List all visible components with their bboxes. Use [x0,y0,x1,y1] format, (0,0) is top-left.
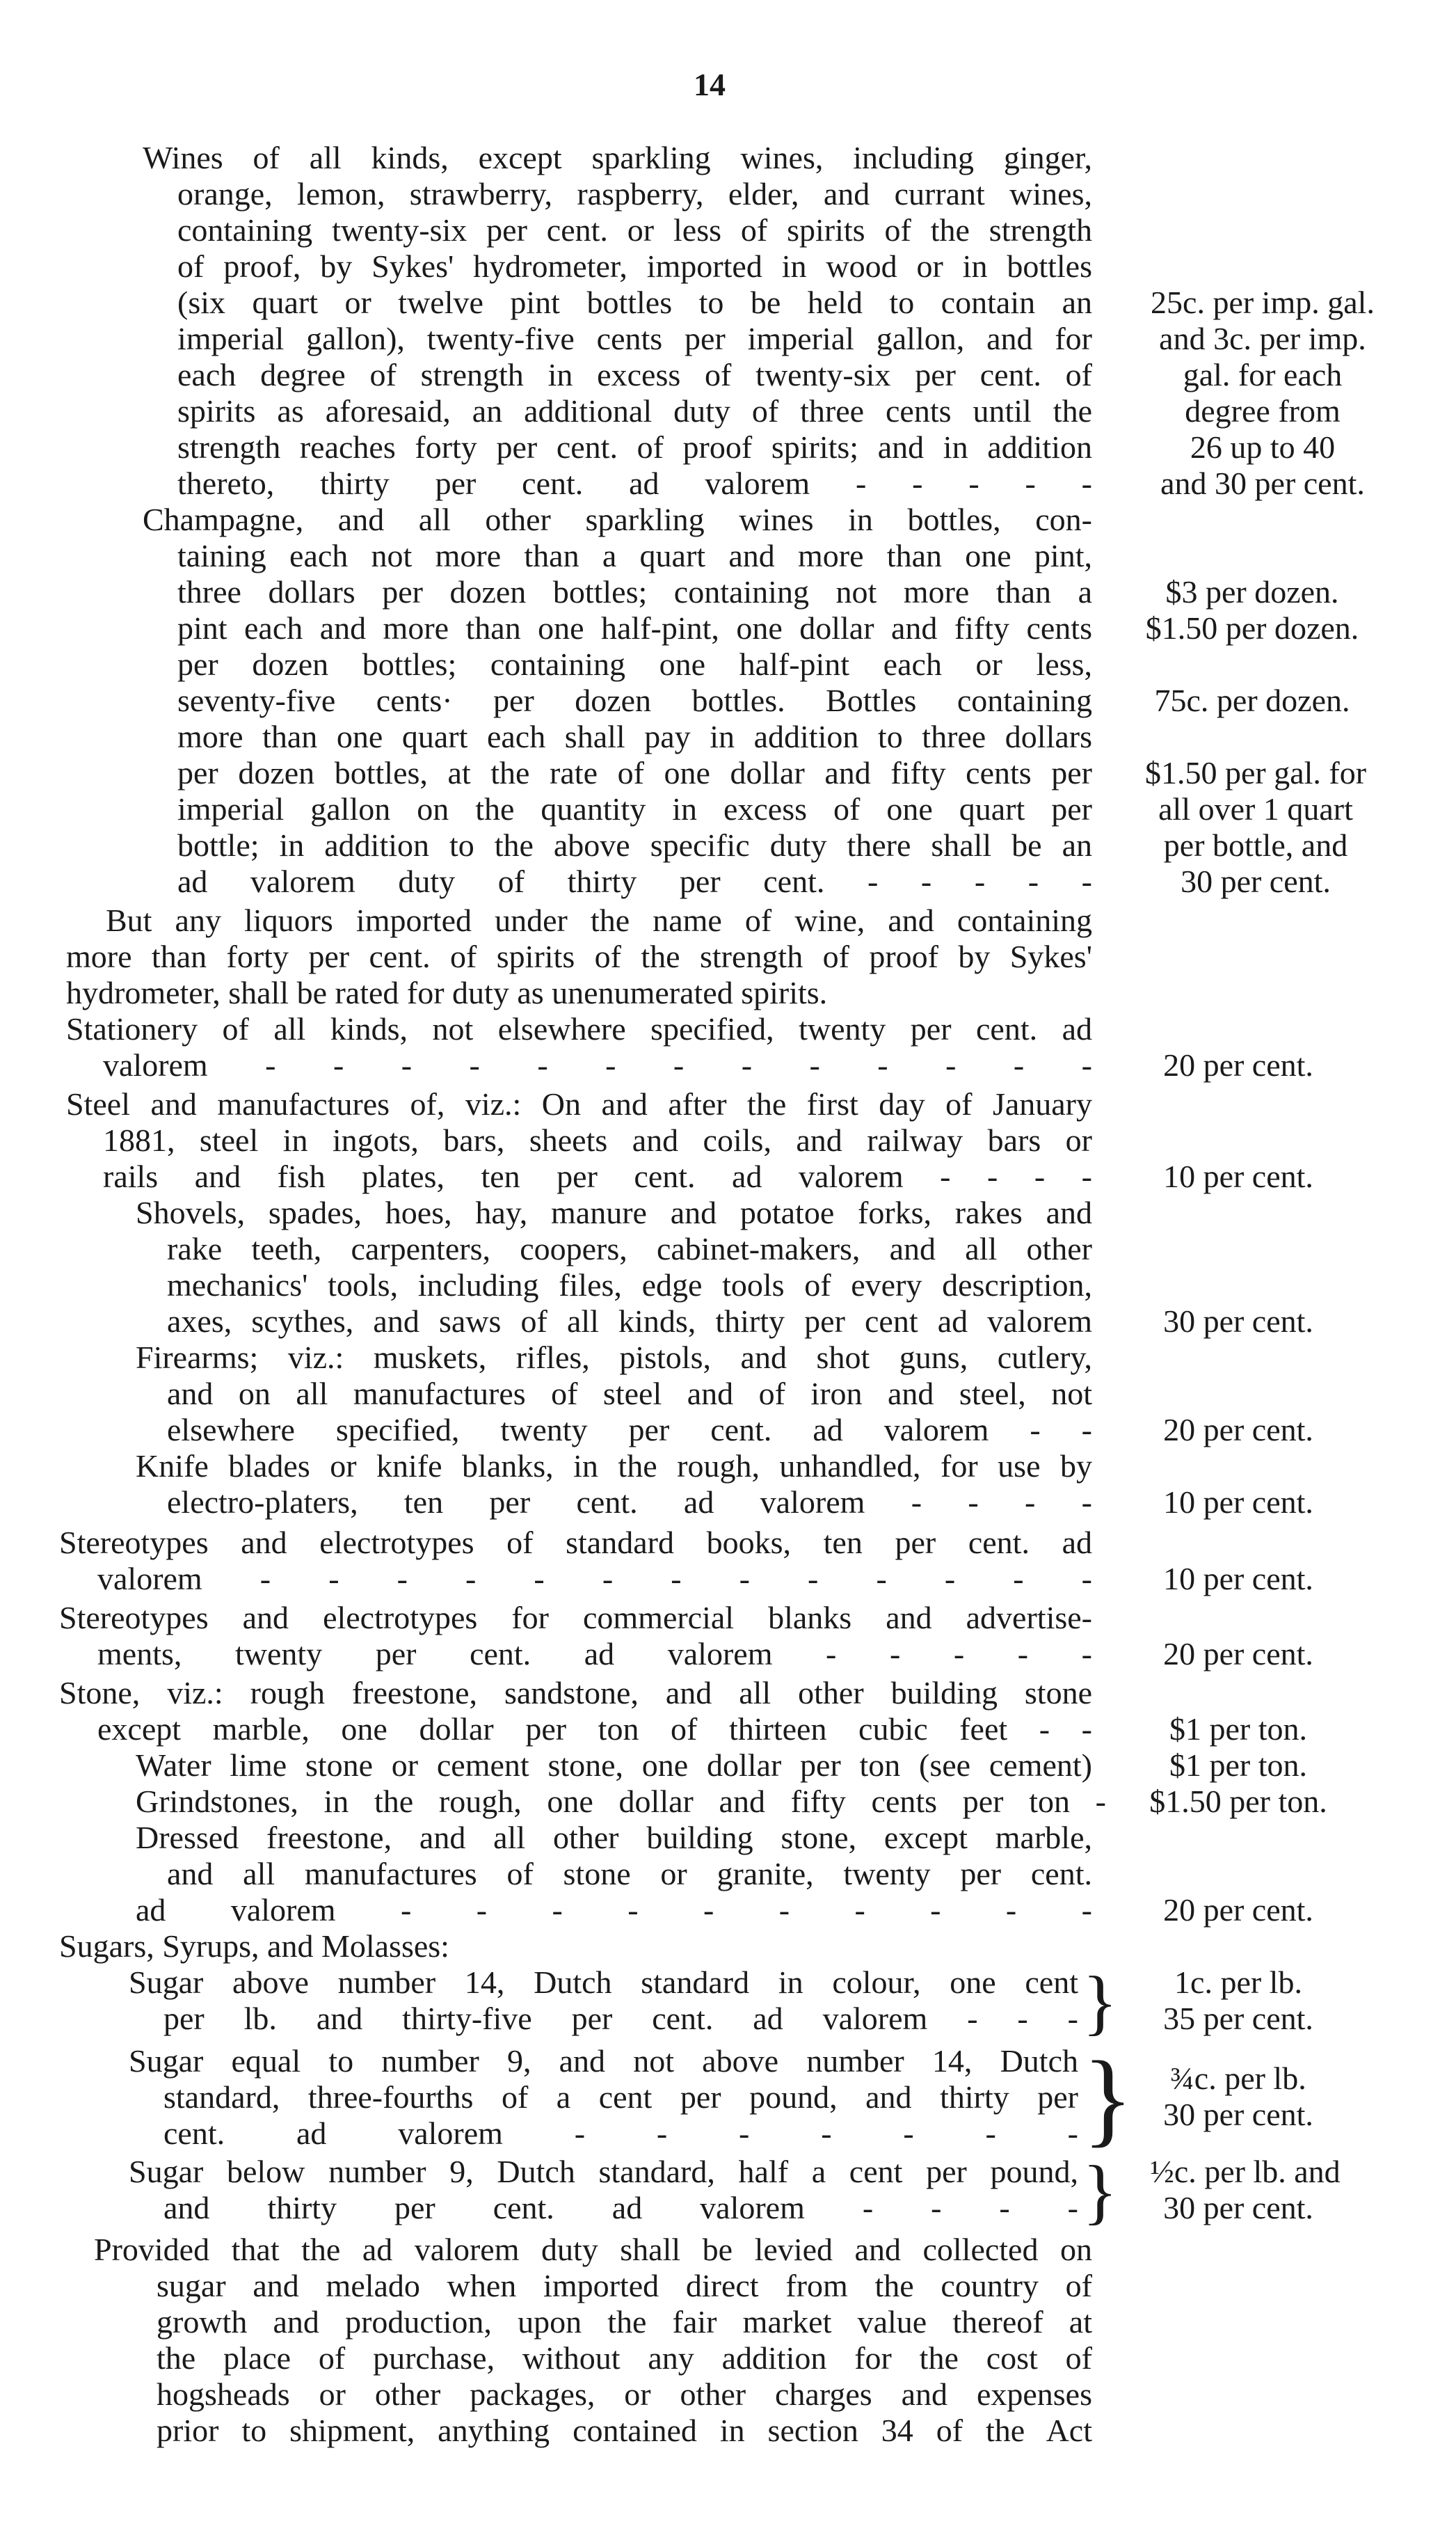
body-text-line: taining each not more than a quart and more than one pint, [177,538,1092,573]
body-text-line: cent. ad valorem - - - - - - - [163,2115,1078,2151]
body-text-line: electro-platers, ten per cent. ad valorem - - - - [167,1484,1092,1520]
duty-rate-text: 20 per cent. [1163,1892,1313,1928]
body-text-line: Firearms; viz.: muskets, rifles, pistols, and shot guns, cutlery, [136,1340,1092,1375]
body-text-line: axes, scythes, and saws of all kinds, thirty per cent ad valorem [167,1303,1092,1339]
duty-rate-text: degree from [1185,393,1341,429]
body-text-line: ments, twenty per cent. ad valorem - - - - - [97,1636,1092,1672]
body-text-line: hogsheads or other packages, or other charges and expenses [157,2376,1092,2412]
duty-rate-text: 10 per cent. [1163,1561,1313,1596]
curly-brace-mark: } [1082,2150,1118,2232]
duty-rate-text: 26 up to 40 [1190,429,1336,465]
duty-rate-text: 30 per cent. [1163,2190,1313,2225]
body-text-line: elsewhere specified, twenty per cent. ad valorem - - [167,1412,1092,1447]
body-text-line: Steel and manufactures of, viz.: On and after the first day of January [66,1086,1092,1122]
body-text-line: Sugar above number 14, Dutch standard in colour, one cent [129,1964,1078,2000]
body-text-line: Provided that the ad valorem duty shall be levied and collected on [94,2232,1092,2267]
body-text-line: per dozen bottles, at the rate of one dollar and fifty cents per [177,755,1092,791]
body-text-line: valorem - - - - - - - - - - - - - [103,1047,1092,1083]
body-text-line: and all manufactures of stone or granite, twenty per cent. [167,1856,1092,1891]
duty-rate-text: 20 per cent. [1163,1047,1313,1083]
duty-rate-text: ¾c. per lb. [1170,2060,1306,2096]
body-text-line: Water lime stone or cement stone, one dollar per ton (see cement) [136,1747,1092,1783]
body-text-line: more than forty per cent. of spirits of the strength of proof by Sykes' [66,939,1092,974]
body-text-line: the place of purchase, without any addition for the cost of [157,2340,1092,2376]
body-text-line: spirits as aforesaid, an additional duty of three cents until the [177,393,1092,429]
duty-rate-text: all over 1 quart [1158,791,1353,827]
page-number: 14 [694,67,726,102]
body-text-line: standard, three-fourths of a cent per pound, and thirty per [163,2079,1078,2115]
body-text-line: per lb. and thirty-five per cent. ad valorem - - - [163,2001,1078,2036]
body-text-line: ad valorem - - - - - - - - - - [136,1892,1092,1928]
body-text-line: sugar and melado when imported direct from the country of [157,2268,1092,2303]
duty-rate-text: 30 per cent. [1181,864,1331,899]
body-text-line: growth and production, upon the fair market value thereof at [157,2304,1092,2340]
body-text-line: per dozen bottles; containing one half-pint each or less, [177,646,1092,682]
duty-rate-text: and 3c. per imp. [1159,321,1366,356]
body-text-line: each degree of strength in excess of twenty-six per cent. of [177,357,1092,392]
body-text-line: strength reaches forty per cent. of proof spirits; and in addition [177,429,1092,465]
body-text-line: seventy-five cents· per dozen bottles. Bottles containing [177,683,1092,718]
duty-rate-text: ½c. per lb. and [1150,2154,1341,2189]
duty-rate-text: gal. for each [1183,357,1343,392]
body-text-line: and thirty per cent. ad valorem - - - - [163,2190,1078,2225]
duty-rate-text: 10 per cent. [1163,1484,1313,1520]
body-text-line: of proof, by Sykes' hydrometer, imported in wood or in bottles [177,248,1092,284]
duty-rate-text: 1c. per lb. [1174,1964,1302,2000]
duty-rate-text: 25c. per imp. gal. [1151,285,1375,320]
body-text-line: Wines of all kinds, except sparkling wines, including ginger, [143,140,1092,175]
curly-brace-mark: } [1082,2040,1133,2157]
duty-rate-text: 20 per cent. [1163,1412,1313,1447]
body-text-line: 1881, steel in ingots, bars, sheets and coils, and railway bars or [103,1122,1092,1158]
body-text-line: ad valorem duty of thirty per cent. - - - - - [177,864,1092,899]
body-text-line: imperial gallon), twenty-five cents per imperial gallon, and for [177,321,1092,356]
duty-rate-text: $1.50 per dozen. [1145,610,1359,646]
curly-brace-mark: } [1082,1961,1118,2042]
body-text-line: Stereotypes and electrotypes for commercial blanks and advertise- [59,1600,1092,1635]
duty-rate-text: $1 per ton. [1169,1711,1307,1747]
duty-rate-text: 10 per cent. [1163,1159,1313,1194]
body-text-line: mechanics' tools, including files, edge tools of every description, [167,1267,1092,1303]
body-text-line: rails and fish plates, ten per cent. ad valorem - - - - [103,1159,1092,1194]
body-text-line: imperial gallon on the quantity in excess of one quart per [177,791,1092,827]
body-text-line: orange, lemon, strawberry, raspberry, elder, and currant wines, [177,176,1092,212]
body-text-line: Stone, viz.: rough freestone, sandstone, and all other building stone [59,1675,1092,1710]
body-text-line: Stationery of all kinds, not elsewhere specified, twenty per cent. ad [66,1011,1092,1047]
duty-rate-text: 75c. per dozen. [1154,683,1350,718]
duty-rate-text: $1.50 per ton. [1149,1784,1327,1819]
body-text-line: valorem - - - - - - - - - - - - - [97,1561,1092,1596]
duty-rate-text: 30 per cent. [1163,2097,1313,2132]
body-text-line: bottle; in addition to the above specific duty there shall be an [177,827,1092,863]
body-text-line: (six quart or twelve pint bottles to be held to contain an [177,285,1092,320]
body-text-line: Dressed freestone, and all other building stone, except marble, [136,1820,1092,1855]
body-text-line: Shovels, spades, hoes, hay, manure and potatoe forks, rakes and [136,1195,1092,1230]
body-text-line: rake teeth, carpenters, coopers, cabinet-makers, and all other [167,1231,1092,1266]
body-text-line: Knife blades or knife blanks, in the rough, unhandled, for use by [136,1448,1092,1484]
duty-rate-text: 20 per cent. [1163,1636,1313,1672]
body-text-line: three dollars per dozen bottles; containing not more than a [177,574,1092,610]
body-text-line: hydrometer, shall be rated for duty as unenumerated spirits. [66,975,828,1010]
body-text-line: except marble, one dollar per ton of thirteen cubic feet - - [97,1711,1092,1747]
body-text-line: Grindstones, in the rough, one dollar and fifty cents per ton - [136,1784,1106,1819]
body-text-line: Sugar below number 9, Dutch standard, half a cent per pound, [129,2154,1078,2189]
duty-rate-text: per bottle, and [1163,827,1348,863]
duty-rate-text: $1 per ton. [1169,1747,1307,1783]
body-text-line: thereto, thirty per cent. ad valorem - - - - - [177,466,1092,501]
body-text-line: Stereotypes and electrotypes of standard books, ten per cent. ad [59,1525,1092,1560]
body-text-line: more than one quart each shall pay in addition to three dollars [177,719,1092,754]
duty-rate-text: 30 per cent. [1163,1303,1313,1339]
duty-rate-text: and 30 per cent. [1160,466,1365,501]
body-text-line: prior to shipment, anything contained in section 34 of the Act [157,2413,1092,2448]
duty-rate-text: 35 per cent. [1163,2001,1313,2036]
duty-rate-text: $1.50 per gal. for [1144,755,1367,791]
body-text-line: Sugars, Syrups, and Molasses: [59,1928,449,1964]
duty-rate-text: $3 per dozen. [1165,574,1339,610]
body-text-line: containing twenty-six per cent. or less of spirits of the strength [177,212,1092,248]
body-text-line: Sugar equal to number 9, and not above number 14, Dutch [129,2043,1078,2079]
body-text-line: Champagne, and all other sparkling wines in bottles, con- [143,502,1092,537]
body-text-line: pint each and more than one half-pint, one dollar and fifty cents [177,610,1092,646]
body-text-line: But any liquors imported under the name of wine, and containing [106,903,1092,938]
body-text-line: and on all manufactures of steel and of iron and steel, not [167,1376,1092,1411]
